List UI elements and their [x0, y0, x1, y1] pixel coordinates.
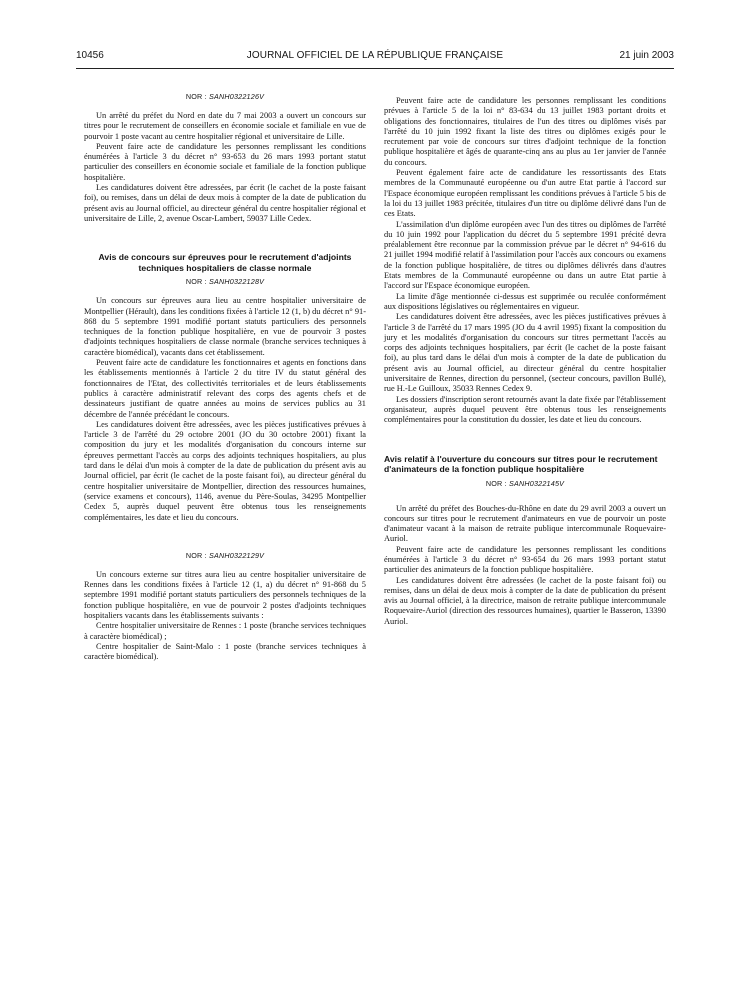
- nor-reference: [84, 92, 366, 101]
- paragraph: Peuvent également faire acte de candidature les ressortissants des Etats membres de la Communauté européenne ou d'un autre Etat partie à l'accord sur l'Espace économique européen remplissant les conditions prévues à l'article 5 bis de la loi du 13 juillet 1983 précitée, titulaires d'un titre ou diplôme délivré dans l'un de ces Etats.: [384, 168, 666, 219]
- paragraph: L'assimilation d'un diplôme européen avec l'un des titres ou diplômes de l'arrêté du 10 juin 1992 pour l'application du décret du 5 septembre 1991 précité devra préalablement être reconnue par la commission prévue par le décret n° 94-616 du 21 juillet 1994 modifié relatif à l'assimilation pour l'accès aux concours ou examens de la fonction publique hospitalière, de titres ou diplômes délivrés dans d'autres Etats membres de la Communauté européenne ou dans un autre Etat partie à l'accord sur l'Espace économique européen.: [384, 219, 666, 291]
- paragraph: Un arrêté du préfet du Nord en date du 7 mai 2003 a ouvert un concours sur titres pour le recrutement de conseillers en économie sociale et familiale en vue de pourvoir 1 poste vacant au centre hospitalier régional et universitaire de Lille.: [84, 111, 366, 141]
- paragraph: Peuvent faire acte de candidature les personnes remplissant les conditions prévues à l'article 5 de la loi n° 83-634 du 13 juillet 1983 portant droits et obligations des fonctionnaires, titulaires de l'un des titres ou diplômes visés par l'arrêté du 10 juin 1992 fixant la liste des titres ou diplômes exigés pour le recrutement par voie de concours sur titres d'adjoint technique de la fonction publique hospitalière et âgés de quarante-cinq ans au plus au 1er janvier de l'année du concours.: [384, 96, 666, 167]
- nor-label: NOR :: [185, 550, 209, 560]
- paragraph: Peuvent faire acte de candidature les personnes remplissant les conditions énumérées à l'article 3 du décret n° 93-653 du 26 mars 1993 portant statut particulier des conseillers en économie sociale et familiale de la fonction publique hospitalière.: [84, 141, 366, 182]
- paragraph: Les candidatures doivent être adressées (le cachet de la poste faisant foi) ou remises, dans un délai de deux mois à compter de la date de publication du présent avis au Journal officiel, à la directrice, maison de retraite publique intercommunale Roquevaire-Auriol (direction des ressources humaines), quartier le Basseron, 13390 Auriol.: [384, 575, 666, 626]
- nor-reference: [84, 277, 366, 286]
- page-number: 10456: [76, 50, 104, 61]
- paragraph: Un concours sur épreuves aura lieu au centre hospitalier universitaire de Montpellier (Hérault), dans les conditions fixées à l'article 12 (1, b) du décret n° 91-868 du 5 septembre 1991 modifié portant statuts particuliers des personnels techniques de la fonction publique hospitalière, en vue de pourvoir 3 postes d'adjoints techniques hospitaliers de classe normale (branche services techniques à caractère biomédical), vacants dans cet établissement.: [84, 296, 366, 357]
- page-header: [76, 50, 674, 66]
- nor-label: NOR :: [485, 478, 509, 488]
- section-heading: Avis de concours sur épreuves pour le recrutement d'adjoints techniques hospitaliers de classe normale: [98, 252, 352, 273]
- nor-label: NOR :: [185, 92, 209, 101]
- paragraph: Un concours externe sur titres aura lieu au centre hospitalier universitaire de Rennes dans les conditions fixées à l'article 12 (1, a) du décret n° 91-868 du 5 septembre 1991 modifié portant statuts particuliers des personnels techniques de la fonction publique hospitalière, en vue de pourvoir 2 postes d'adjoints techniques hospitaliers vacants dans les établissements suivants :: [84, 569, 366, 620]
- nor-code: SANH0322126V: [209, 92, 265, 101]
- paragraph: Centre hospitalier universitaire de Rennes : 1 poste (branche services techniques à caractère biomédical) ;: [84, 621, 366, 641]
- header-rule: [76, 68, 674, 69]
- paragraph: Les candidatures doivent être adressées, avec les pièces justificatives prévues à l'article 3 de l'arrêté du 29 octobre 2001 (JO du 30 octobre 2001) fixant la composition du jury et les modalités d'organisation du concours interne sur épreuves permettant l'accès au corps des adjoints techniques hospitaliers, au plus tard dans le délai d'un mois à compter de la date de publication du présent avis au Journal officiel, par écrit (le cachet de la poste faisant foi), au directeur général du centre hospitalier universitaire de Montpellier, direction des ressources humaines, (service examens et concours), 1146, avenue du Père-Soulas, 34295 Montpellier Cedex 5, auprès duquel peuvent être obtenus tous les renseignements complémentaires, les date et lieu du concours.: [84, 419, 366, 522]
- publication-date: 21 juin 2003: [619, 50, 674, 61]
- right-column: [384, 96, 666, 627]
- paragraph: Peuvent faire acte de candidature les personnes remplissant les conditions énumérées à l'article 3 du décret n° 93-654 du 26 mars 1993 portant statut particulier des animateurs de la fonction publique hospitalière.: [384, 544, 666, 575]
- paragraph: Les candidatures doivent être adressées, par écrit (le cachet de la poste faisant foi), ou remises, dans un délai de deux mois à compter de la date de publication du présent avis au Journal officiel, au directeur général du centre hospitalier régional et universitaire de Lille, 2, avenue Oscar-Lambert, 59037 Lille Cedex.: [84, 183, 366, 223]
- section-heading: Avis relatif à l'ouverture du concours sur titres pour le recrutement d'animateurs de la fonction publique hospitalière: [384, 453, 658, 474]
- nor-code: SANH0322145V: [509, 478, 565, 488]
- paragraph: Centre hospitalier de Saint-Malo : 1 poste (branche services techniques à caractère biomédical).: [84, 641, 366, 662]
- paragraph: La limite d'âge mentionnée ci-dessus est supprimée ou reculée conformément aux dispositions législatives ou réglementaires en vigueur.: [384, 291, 666, 311]
- nor-code: SANH0322129V: [209, 550, 265, 560]
- nor-code: SANH0322128V: [209, 277, 265, 287]
- left-column: [84, 92, 366, 662]
- journal-title: JOURNAL OFFICIEL DE LA RÉPUBLIQUE FRANÇAISE: [246, 50, 504, 61]
- paragraph: Les dossiers d'inscription seront retournés avant la date fixée par l'établissement organisateur, auprès duquel peuvent être obtenus tous les renseignements complémentaires pour la constitution du dossier, les date et lieu du concours.: [384, 394, 666, 425]
- nor-reference: [384, 479, 666, 488]
- paragraph: Les candidatures doivent être adressées, avec les pièces justificatives prévues à l'article 3 de l'arrêté du 17 mars 1995 (JO du 4 avril 1995) fixant la composition du jury et les modalités d'organisation du concours sur titres permettant l'accès au corps des adjoints techniques hospitaliers, par écrit (le cachet de la poste faisant foi), au plus tard dans le délai d'un mois à compter de la date de publication du présent avis au Journal officiel, au directeur général du centre hospitalier universitaire de Rennes, direction du personnel, (secteur concours, pavillon Bullé), rue H.-Le Guilloux, 35033 Rennes Cedex 9.: [384, 312, 666, 394]
- paragraph: Peuvent faire acte de candidature les fonctionnaires et agents en fonctions dans les établissements mentionnés à l'article 2 du titre IV du statut général des fonctionnaires de l'Etat, des collectivités territoriales et de leurs établissements publics à caractère administratif relevant des corps des agents chefs et de dessinateurs justifiant de quatre années au moins de services publics au 31 décembre de l'année précédant le concours.: [84, 358, 366, 419]
- nor-label: NOR :: [185, 277, 209, 287]
- paragraph: Un arrêté du préfet des Bouches-du-Rhône en date du 29 avril 2003 a ouvert un concours sur titres pour le recrutement d'animateurs en vue de pourvoir un poste d'animateur vacant à la maison de retraite publique intercommunale Roquevaire-Auriol.: [384, 503, 666, 544]
- nor-reference: [84, 551, 366, 560]
